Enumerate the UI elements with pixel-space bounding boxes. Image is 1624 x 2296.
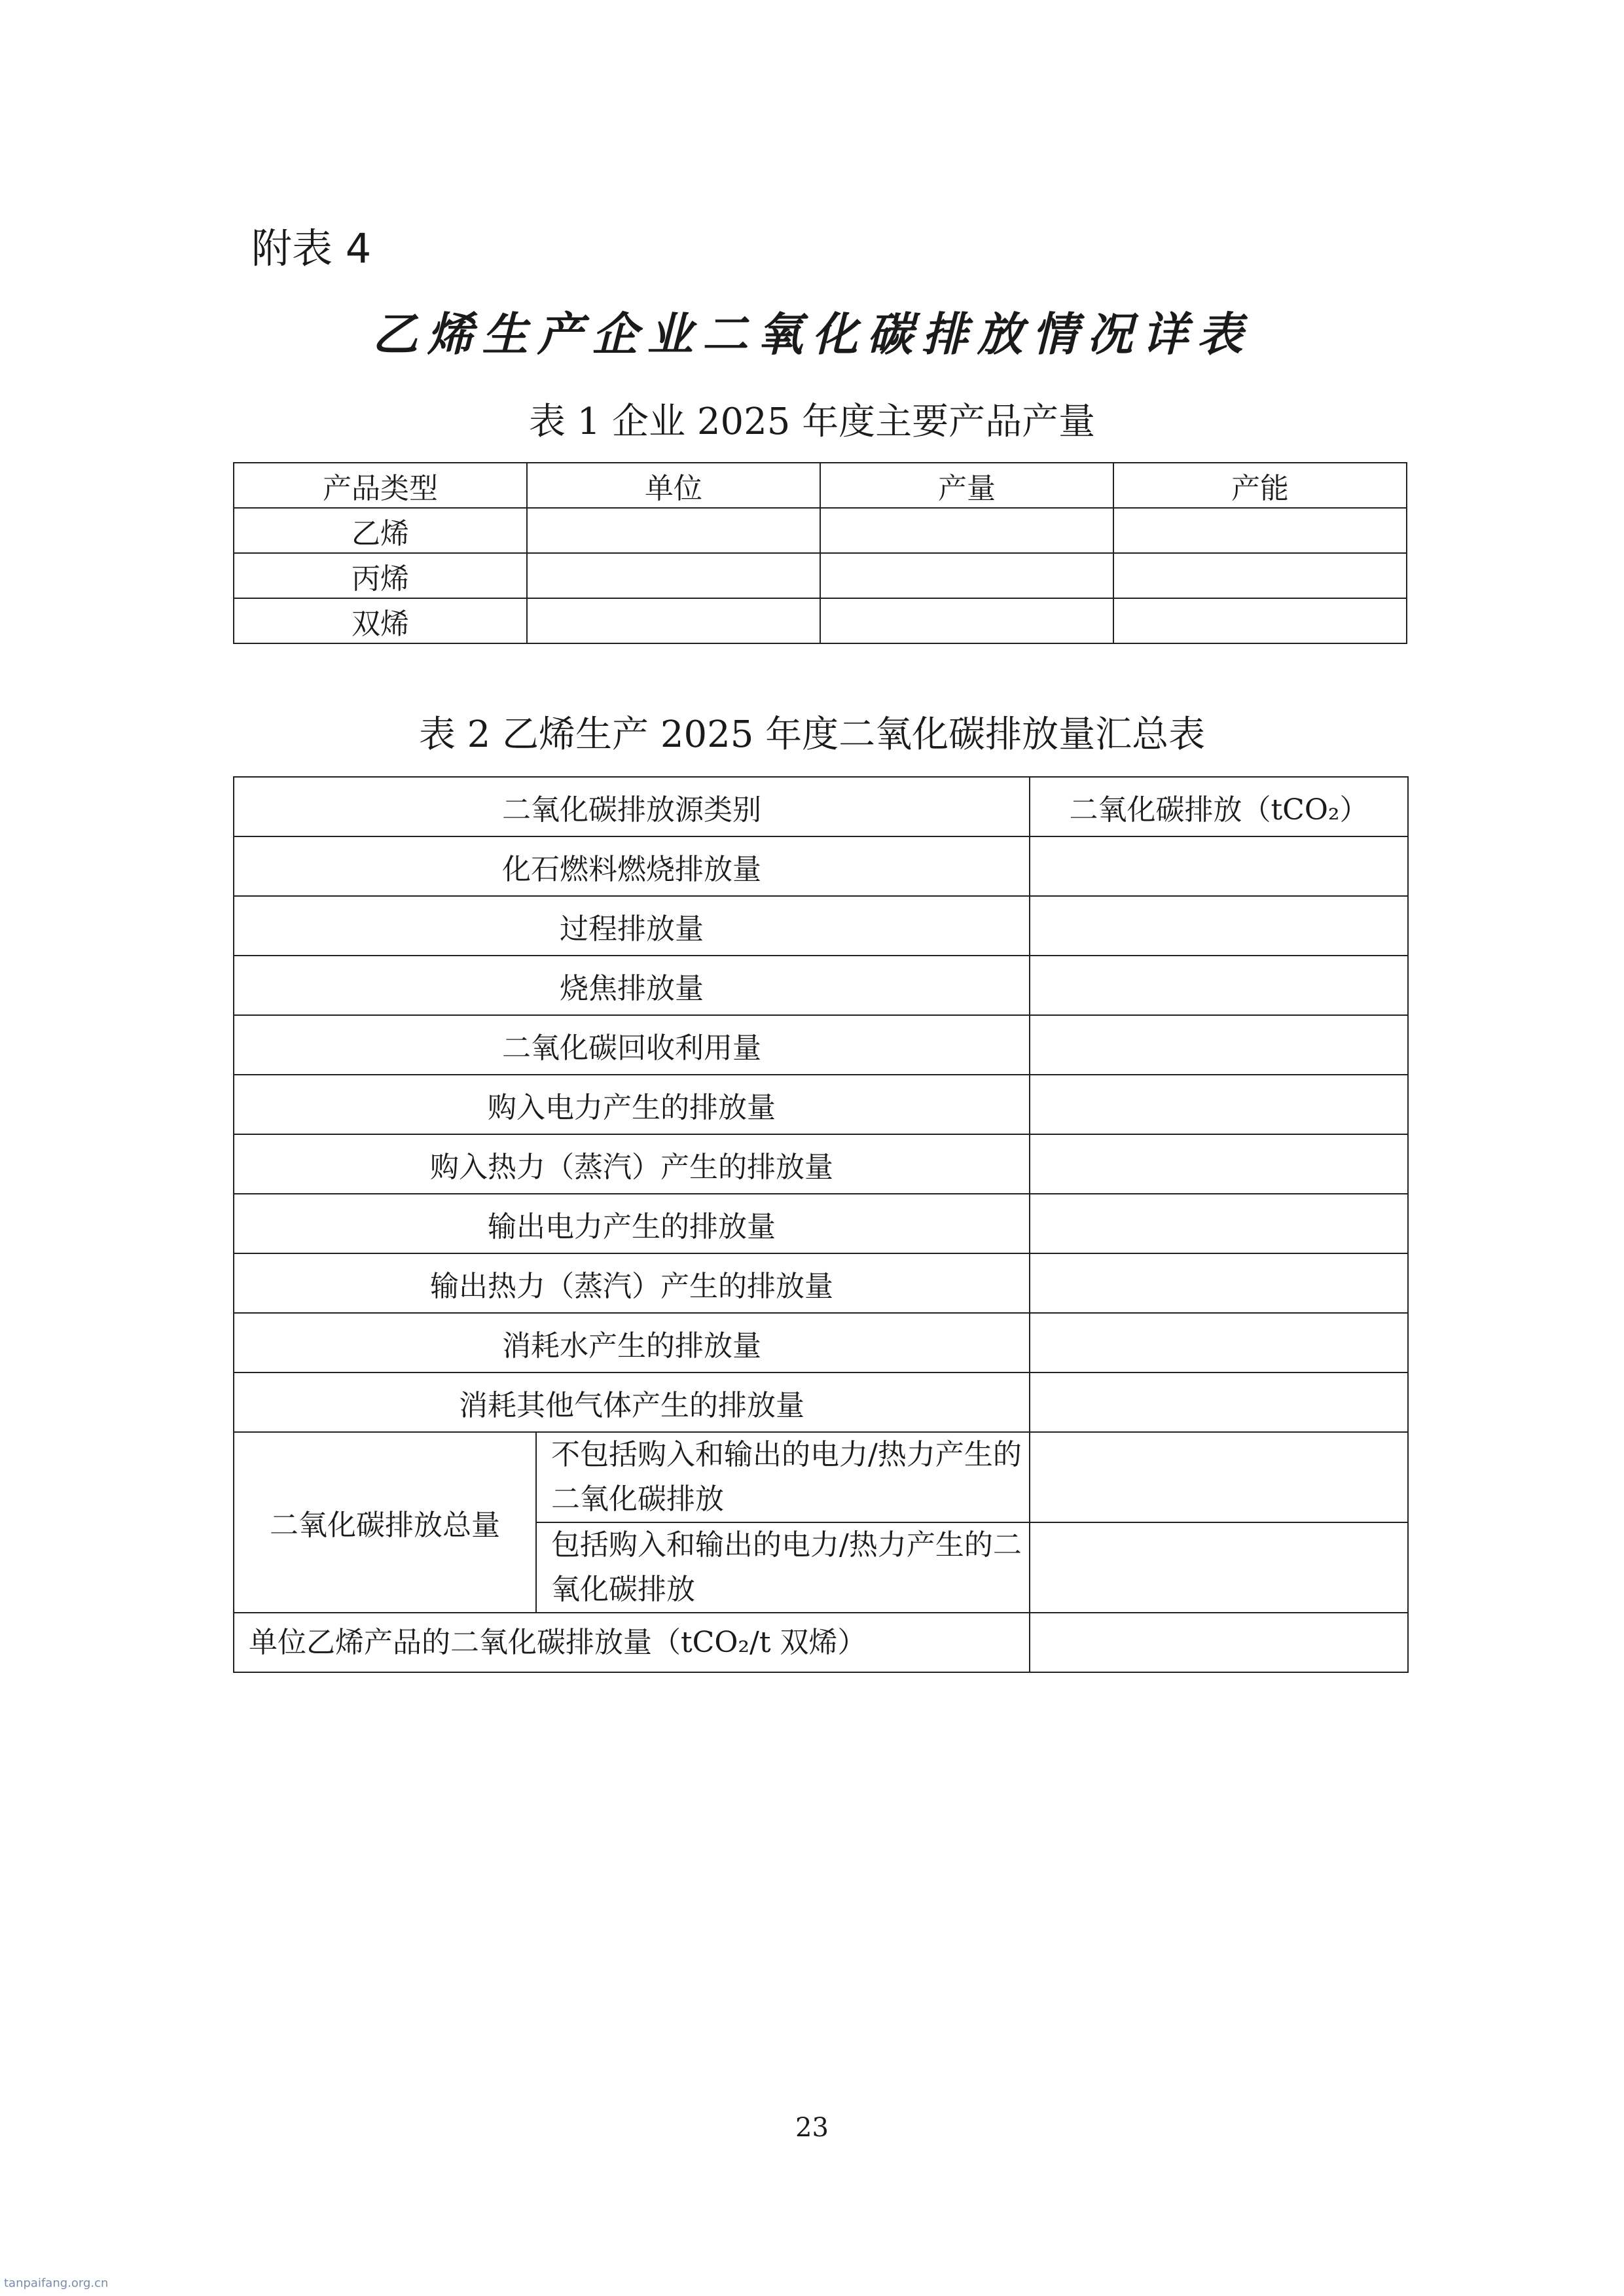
source-label-cell: 化石燃料燃烧排放量 [234, 836, 1030, 896]
header-cell: 单位 [527, 463, 820, 508]
value-cell[interactable] [1030, 1313, 1408, 1372]
value-cell[interactable] [1030, 1194, 1408, 1253]
source-label-cell: 购入热力（蒸汽）产生的排放量 [234, 1134, 1030, 1194]
source-label-cell: 消耗其他气体产生的排放量 [234, 1372, 1030, 1432]
total-sub-label-cell: 不包括购入和输出的电力/热力产生的二氧化碳排放 [536, 1432, 1030, 1522]
header-cell: 产品类型 [234, 463, 527, 508]
source-label-cell: 输出热力（蒸汽）产生的排放量 [234, 1253, 1030, 1313]
source-label-cell: 消耗水产生的排放量 [234, 1313, 1030, 1372]
header-cell: 产能 [1113, 463, 1407, 508]
header-cell: 二氧化碳排放源类别 [234, 777, 1030, 836]
table1-caption: 表 1 企业 2025 年度主要产品产量 [528, 401, 1096, 443]
table-row [234, 508, 1407, 553]
capacity-cell[interactable] [1113, 508, 1407, 553]
source-label-cell: 输出电力产生的排放量 [234, 1194, 1030, 1253]
table-row [234, 1613, 1408, 1672]
header-cell: 产量 [820, 463, 1113, 508]
table-row [234, 836, 1408, 896]
table-header-row [234, 463, 1407, 508]
table-row [234, 598, 1407, 643]
capacity-cell[interactable] [1113, 598, 1407, 643]
value-cell[interactable] [1030, 1522, 1408, 1613]
value-cell[interactable] [1030, 1134, 1408, 1194]
unit-emission-label-cell: 单位乙烯产品的二氧化碳排放量（tCO₂/t 双烯） [234, 1613, 1030, 1672]
value-cell[interactable] [1030, 956, 1408, 1015]
table-row [234, 1372, 1408, 1432]
output-cell[interactable] [820, 598, 1113, 643]
source-label-cell: 过程排放量 [234, 896, 1030, 956]
table-header-row [234, 777, 1408, 836]
table-row [234, 1253, 1408, 1313]
product-name-cell: 双烯 [234, 598, 527, 643]
table-row [234, 1313, 1408, 1372]
table-row [234, 896, 1408, 956]
unit-cell[interactable] [527, 553, 820, 598]
unit-cell[interactable] [527, 508, 820, 553]
table-row [234, 956, 1408, 1015]
appendix-label: 附表 4 [251, 224, 372, 272]
total-label-cell: 二氧化碳排放总量 [234, 1432, 536, 1613]
watermark-text: tanpaifang.org.cn [4, 2276, 109, 2290]
capacity-cell[interactable] [1113, 553, 1407, 598]
value-cell[interactable] [1030, 1015, 1408, 1075]
table-row [234, 553, 1407, 598]
value-cell[interactable] [1030, 836, 1408, 896]
table-row [234, 1194, 1408, 1253]
table-row [234, 1134, 1408, 1194]
page-number: 23 [795, 2113, 829, 2143]
source-label-cell: 烧焦排放量 [234, 956, 1030, 1015]
product-output-table [233, 462, 1407, 644]
value-cell[interactable] [1030, 1432, 1408, 1522]
output-cell[interactable] [820, 553, 1113, 598]
table-row [234, 1015, 1408, 1075]
document-title: 乙烯生产企业二氧化碳排放情况详表 [372, 307, 1252, 361]
table2-caption: 表 2 乙烯生产 2025 年度二氧化碳排放量汇总表 [418, 713, 1206, 756]
header-cell: 二氧化碳排放（tCO₂） [1030, 777, 1408, 836]
value-cell[interactable] [1030, 1372, 1408, 1432]
table-row [234, 1075, 1408, 1134]
value-cell[interactable] [1030, 1075, 1408, 1134]
emission-summary-table [233, 776, 1409, 1673]
table-row [234, 1432, 1408, 1522]
source-label-cell: 二氧化碳回收利用量 [234, 1015, 1030, 1075]
source-label-cell: 购入电力产生的排放量 [234, 1075, 1030, 1134]
product-name-cell: 乙烯 [234, 508, 527, 553]
total-sub-label-cell: 包括购入和输出的电力/热力产生的二氧化碳排放 [536, 1522, 1030, 1613]
value-cell[interactable] [1030, 1253, 1408, 1313]
unit-cell[interactable] [527, 598, 820, 643]
value-cell[interactable] [1030, 1613, 1408, 1672]
product-name-cell: 丙烯 [234, 553, 527, 598]
output-cell[interactable] [820, 508, 1113, 553]
value-cell[interactable] [1030, 896, 1408, 956]
